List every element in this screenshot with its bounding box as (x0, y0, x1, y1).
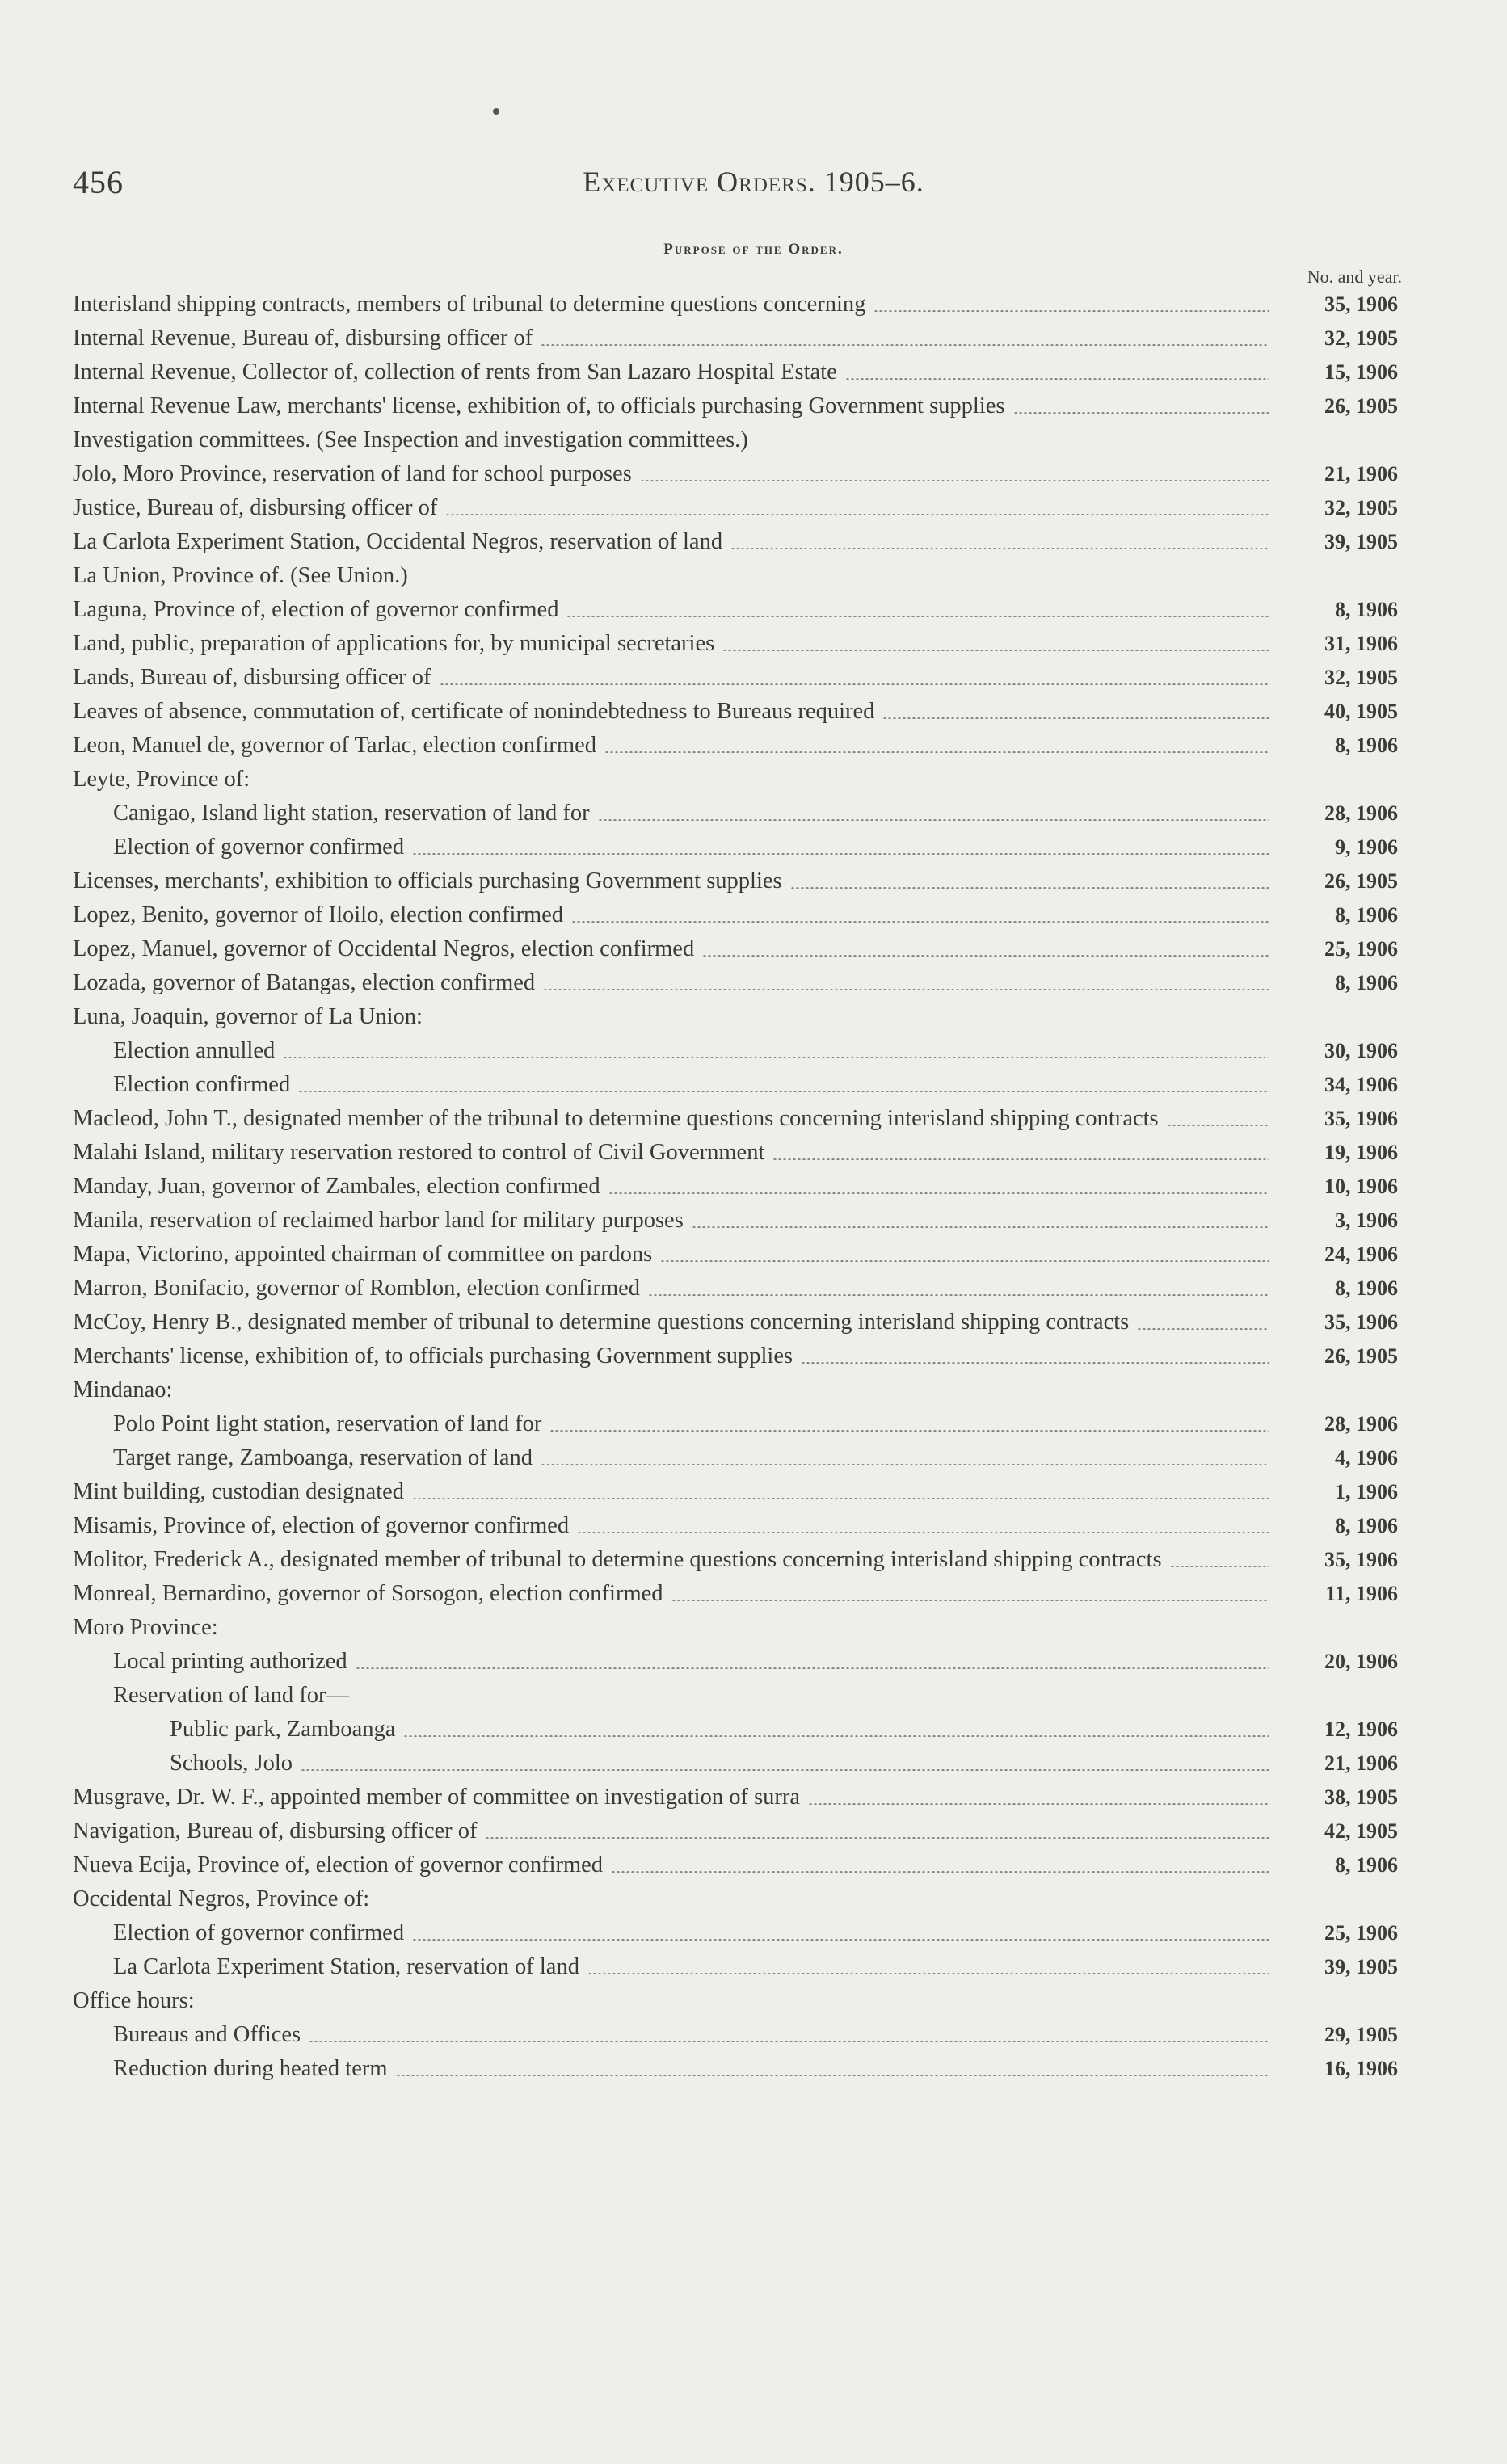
entry-text: Reduction during heated term (113, 2056, 388, 2081)
index-entry (73, 1068, 1398, 1102)
entry-reference: 8, 1906 (1335, 1853, 1398, 1877)
entry-text: Polo Point light station, reservation of land for (113, 1411, 542, 1436)
entry-text: Election annulled (113, 1038, 276, 1063)
dot-leader (692, 1226, 1269, 1228)
entry-text: Merchants' license, exhibition of, to officials purchasing Government supplies (73, 1343, 793, 1369)
index-entry (73, 1814, 1398, 1848)
entry-text: Mapa, Victorino, appointed chairman of committee on pardons (73, 1242, 653, 1267)
entry-reference: 12, 1906 (1324, 1718, 1398, 1741)
index-entry (73, 593, 1398, 627)
running-head: Executive Orders. 1905–6. (583, 166, 924, 198)
entry-reference: 34, 1906 (1324, 1073, 1398, 1096)
index-entry (73, 1916, 1398, 1950)
entry-text: Nueva Ecija, Province of, election of governor confirmed (73, 1852, 604, 1877)
entry-text: Molitor, Frederick A., designated member of tribunal to determine questions concerning interisland shipping contracts (73, 1547, 1162, 1572)
index-entry (73, 1984, 1398, 2018)
entry-reference: 25, 1906 (1324, 937, 1398, 961)
section-heading: Purpose of the Order. (663, 241, 844, 258)
entry-text: Lozada, governor of Batangas, election confirmed (73, 970, 536, 995)
dot-leader (541, 344, 1269, 346)
entry-text: Land, public, preparation of applications for, by municipal secretaries (73, 631, 715, 656)
dot-leader (587, 1973, 1269, 1974)
entry-reference: 8, 1906 (1335, 971, 1398, 994)
index-entry (73, 1170, 1398, 1204)
entry-reference: 28, 1906 (1324, 1412, 1398, 1436)
entry-reference: 26, 1905 (1324, 1344, 1398, 1368)
entry-reference: 39, 1905 (1324, 1955, 1398, 1978)
index-entry (73, 1509, 1398, 1543)
index-entry (73, 559, 1398, 593)
entry-text: Mindanao: (73, 1377, 173, 1402)
entry-text: Lopez, Benito, governor of Iloilo, election confirmed (73, 902, 564, 927)
dot-leader (702, 955, 1269, 957)
dot-leader (772, 1158, 1269, 1160)
dot-leader (671, 1600, 1269, 1601)
index-entry (73, 457, 1398, 491)
index-entry (73, 695, 1398, 729)
dot-leader (577, 1532, 1269, 1533)
entry-reference: 30, 1906 (1324, 1039, 1398, 1062)
entry-reference: 9, 1906 (1335, 835, 1398, 859)
index-entry (73, 763, 1398, 797)
entry-reference: 15, 1906 (1324, 360, 1398, 384)
index-entry (73, 1441, 1398, 1475)
dot-leader (1170, 1566, 1269, 1567)
entry-reference: 25, 1906 (1324, 1921, 1398, 1945)
entry-text: Internal Revenue Law, merchants' license, exhibition of, to officials purchasing Government supplies (73, 393, 1005, 418)
entry-text: Occidental Negros, Province of: (73, 1886, 370, 1911)
entry-reference: 4, 1906 (1335, 1446, 1398, 1470)
entry-text: Office hours: (73, 1988, 195, 2013)
index-entry (73, 1102, 1398, 1136)
entry-text: La Carlota Experiment Station, Occidental Negros, reservation of land (73, 529, 723, 554)
dot-leader (801, 1362, 1269, 1364)
dot-leader (298, 1091, 1269, 1092)
ink-dot (493, 108, 499, 115)
index-entry (73, 2052, 1398, 2086)
index-entry (73, 1475, 1398, 1509)
entry-reference: 35, 1906 (1324, 1548, 1398, 1571)
entry-reference: 29, 1905 (1324, 2023, 1398, 2046)
index-entry (73, 898, 1398, 932)
index-entry (73, 491, 1398, 525)
dot-leader (660, 1260, 1269, 1262)
dot-leader (873, 310, 1269, 312)
entry-text: Interisland shipping contracts, members of tribunal to determine questions concerning (73, 292, 866, 317)
entry-text: Licenses, merchants', exhibition to officials purchasing Government supplies (73, 868, 782, 894)
entry-text: McCoy, Henry B., designated member of tribunal to determine questions concerning interisland shipping contracts (73, 1310, 1130, 1335)
dot-leader (283, 1057, 1269, 1058)
index-entry (73, 729, 1398, 763)
index-entry (73, 1238, 1398, 1272)
entry-text: Leaves of absence, commutation of, certificate of nonindebtedness to Bureaus required (73, 699, 875, 724)
dot-leader (571, 921, 1269, 923)
dot-leader (412, 1939, 1269, 1941)
entry-reference: 21, 1906 (1324, 462, 1398, 486)
entry-text: Malahi Island, military reservation restored to control of Civil Government (73, 1140, 765, 1165)
index-entry (73, 1679, 1398, 1713)
entry-text: Musgrave, Dr. W. F., appointed member of committee on investigation of surra (73, 1785, 801, 1810)
entry-text: Canigao, Island light station, reservation of land for (113, 801, 590, 826)
index-entry (73, 661, 1398, 695)
index-entry (73, 1611, 1398, 1645)
index-entry (73, 1950, 1398, 1984)
dot-leader (412, 1498, 1269, 1499)
entry-text: Election of governor confirmed (113, 835, 405, 860)
entry-reference: 31, 1906 (1324, 632, 1398, 655)
index-entry (73, 1882, 1398, 1916)
entry-reference: 24, 1906 (1324, 1243, 1398, 1266)
entry-text: Schools, Jolo (170, 1751, 293, 1776)
entry-text: Luna, Joaquin, governor of La Union: (73, 1004, 423, 1029)
index-entry (73, 1407, 1398, 1441)
index-entry (73, 389, 1398, 423)
entry-reference: 3, 1906 (1335, 1209, 1398, 1232)
dot-leader (356, 1667, 1269, 1669)
dot-leader (790, 887, 1269, 889)
index-entry (73, 322, 1398, 355)
dot-leader (396, 2075, 1269, 2076)
entry-reference: 8, 1906 (1335, 1514, 1398, 1537)
dot-leader (640, 480, 1269, 481)
index-entry (73, 932, 1398, 966)
index-entry (73, 525, 1398, 559)
index-entry (73, 1339, 1398, 1373)
dot-leader (1013, 412, 1269, 414)
entry-reference: 38, 1905 (1324, 1785, 1398, 1809)
dot-leader (485, 1837, 1269, 1839)
dot-leader (301, 1769, 1269, 1771)
entry-text: Justice, Bureau of, disbursing officer of (73, 495, 438, 520)
entry-reference: 28, 1906 (1324, 801, 1398, 825)
dot-leader (722, 650, 1269, 651)
index-entry (73, 1781, 1398, 1814)
index-entry (73, 1204, 1398, 1238)
entry-reference: 26, 1905 (1324, 869, 1398, 893)
index-entry (73, 1747, 1398, 1781)
entry-text: Laguna, Province of, election of governor confirmed (73, 597, 559, 622)
index-entry (73, 1034, 1398, 1068)
index-entry (73, 1306, 1398, 1339)
dot-leader (309, 2041, 1269, 2042)
index-entry (73, 1136, 1398, 1170)
dot-leader (598, 819, 1269, 821)
index-entry (73, 1713, 1398, 1747)
entry-text: Public park, Zamboanga (170, 1717, 396, 1742)
page-number: 456 (73, 164, 124, 200)
index-entry (73, 966, 1398, 1000)
entry-text: Macleod, John T., designated member of the tribunal to determine questions concerning interisland shipping contracts (73, 1106, 1159, 1131)
dot-leader (412, 853, 1269, 855)
entry-reference: 8, 1906 (1335, 1276, 1398, 1300)
entry-reference: 20, 1906 (1324, 1650, 1398, 1673)
dot-leader (845, 378, 1269, 380)
index-entry (73, 423, 1398, 457)
entry-reference: 21, 1906 (1324, 1751, 1398, 1775)
index-entry (73, 627, 1398, 661)
dot-leader (604, 751, 1269, 753)
entry-reference: 35, 1906 (1324, 292, 1398, 316)
dot-leader (808, 1803, 1269, 1805)
dot-leader (445, 514, 1269, 515)
entry-text: Mint building, custodian designated (73, 1479, 405, 1504)
entry-text: Local printing authorized (113, 1649, 347, 1674)
entry-reference: 8, 1906 (1335, 734, 1398, 757)
entry-text: Bureaus and Offices (113, 2022, 301, 2047)
index-entry (73, 1272, 1398, 1306)
entry-text: Lopez, Manuel, governor of Occidental Negros, election confirmed (73, 936, 695, 961)
index-entries (73, 288, 1398, 2086)
entry-text: Internal Revenue, Bureau of, disbursing officer of (73, 326, 533, 351)
entry-reference: 35, 1906 (1324, 1107, 1398, 1130)
index-entry (73, 864, 1398, 898)
entry-text: Leyte, Province of: (73, 767, 250, 792)
entry-reference: 32, 1905 (1324, 326, 1398, 350)
entry-reference: 19, 1906 (1324, 1141, 1398, 1164)
dot-leader (611, 1871, 1269, 1873)
entry-text: Misamis, Province of, election of governor confirmed (73, 1513, 570, 1538)
index-entry (73, 830, 1398, 864)
entry-text: Navigation, Bureau of, disbursing officer of (73, 1819, 478, 1844)
dot-leader (608, 1192, 1269, 1194)
entry-reference: 32, 1905 (1324, 666, 1398, 689)
entry-text: Manila, reservation of reclaimed harbor land for military purposes (73, 1208, 684, 1233)
entry-reference: 16, 1906 (1324, 2057, 1398, 2080)
entry-text: Investigation committees. (See Inspection and investigation committees.) (73, 427, 748, 452)
index-entry (73, 1645, 1398, 1679)
entry-text: La Union, Province of. (See Union.) (73, 563, 408, 588)
dot-leader (648, 1294, 1269, 1296)
entry-reference: 40, 1905 (1324, 700, 1398, 723)
dot-leader (543, 989, 1269, 990)
dot-leader (1137, 1328, 1269, 1330)
dot-leader (541, 1464, 1269, 1465)
dot-leader (403, 1735, 1269, 1737)
entry-reference: 10, 1906 (1324, 1175, 1398, 1198)
entry-text: Jolo, Moro Province, reservation of land for school purposes (73, 461, 632, 486)
entry-reference: 42, 1905 (1324, 1819, 1398, 1843)
dot-leader (882, 717, 1269, 719)
entry-text: Target range, Zamboanga, reservation of land (113, 1445, 533, 1470)
dot-leader (549, 1430, 1269, 1432)
entry-reference: 8, 1906 (1335, 598, 1398, 621)
entry-text: Reservation of land for— (113, 1683, 350, 1708)
index-entry (73, 1373, 1398, 1407)
entry-text: Moro Province: (73, 1615, 218, 1640)
entry-reference: 32, 1905 (1324, 496, 1398, 519)
entry-reference: 39, 1905 (1324, 530, 1398, 553)
index-entry (73, 2018, 1398, 2052)
entry-text: Internal Revenue, Collector of, collection of rents from San Lazaro Hospital Estate (73, 360, 837, 385)
column-heading: No. and year. (1307, 267, 1402, 287)
index-entry (73, 1543, 1398, 1577)
entry-reference: 26, 1905 (1324, 394, 1398, 418)
entry-text: Leon, Manuel de, governor of Tarlac, election confirmed (73, 733, 596, 758)
entry-text: Election confirmed (113, 1072, 291, 1097)
entry-reference: 8, 1906 (1335, 903, 1398, 927)
index-entry (73, 355, 1398, 389)
dot-leader (440, 683, 1269, 685)
entry-reference: 11, 1906 (1325, 1582, 1398, 1605)
entry-text: La Carlota Experiment Station, reservation of land (113, 1954, 579, 1979)
dot-leader (730, 548, 1269, 549)
entry-text: Lands, Bureau of, disbursing officer of (73, 665, 431, 690)
index-entry (73, 1848, 1398, 1882)
index-entry (73, 288, 1398, 322)
entry-text: Marron, Bonifacio, governor of Romblon, election confirmed (73, 1276, 641, 1301)
dot-leader (566, 616, 1269, 617)
entry-reference: 35, 1906 (1324, 1310, 1398, 1334)
index-entry (73, 797, 1398, 830)
entry-text: Monreal, Bernardino, governor of Sorsogon, election confirmed (73, 1581, 663, 1606)
dot-leader (1167, 1125, 1269, 1126)
entry-reference: 1, 1906 (1335, 1480, 1398, 1503)
index-entry (73, 1577, 1398, 1611)
entry-text: Election of governor confirmed (113, 1920, 405, 1945)
index-entry (73, 1000, 1398, 1034)
entry-text: Manday, Juan, governor of Zambales, election confirmed (73, 1174, 600, 1199)
